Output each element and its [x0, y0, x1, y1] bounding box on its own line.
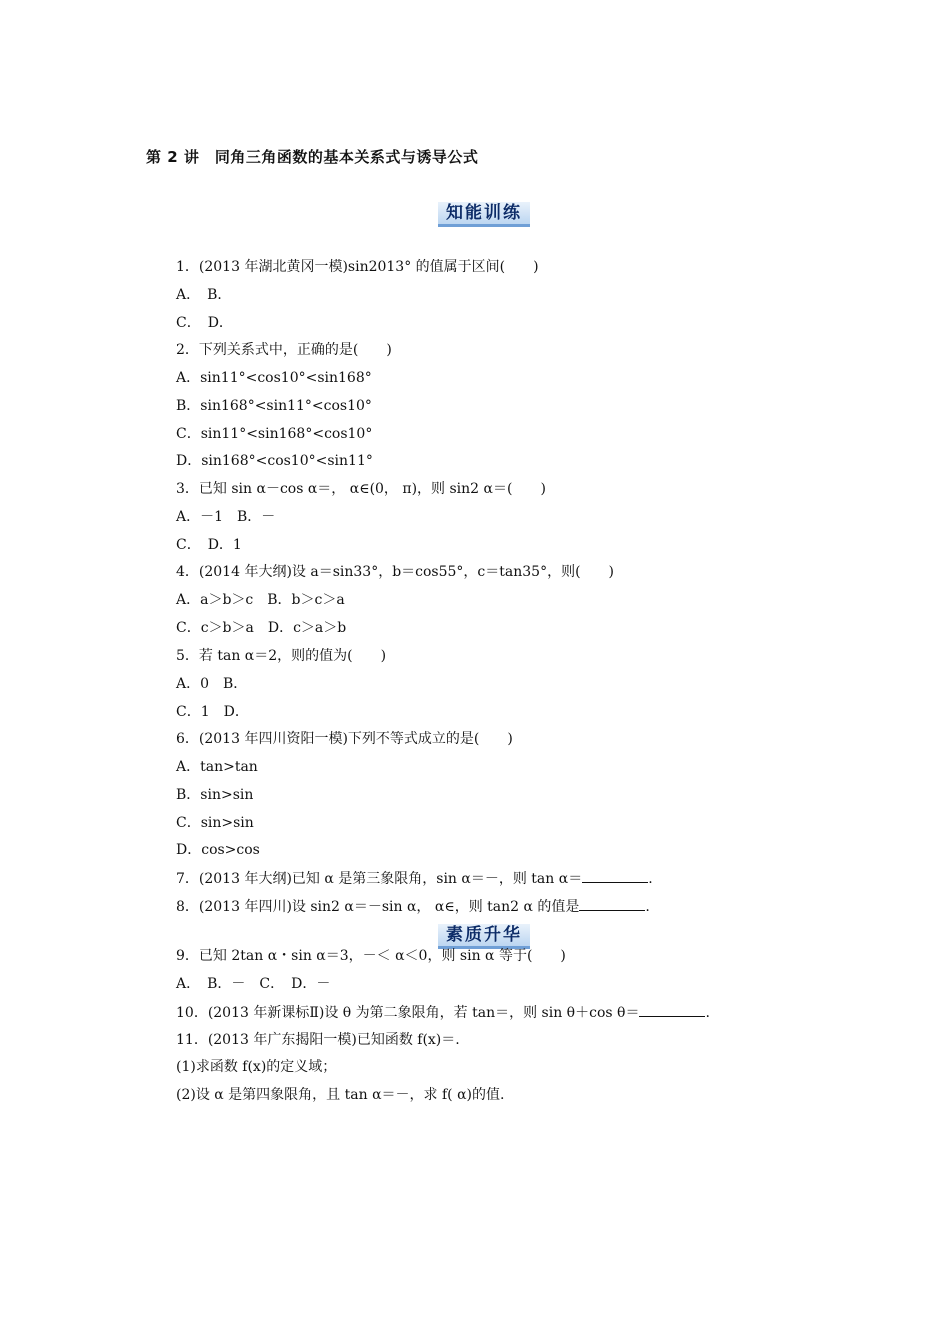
q1-options-ab: A． B．: [176, 287, 232, 303]
q1-options-cd: C． D．: [176, 315, 233, 331]
q5-options-ab: A．0 B．: [176, 676, 248, 692]
question-9: 9．已知 2tan α・sin α＝3，－＜ α＜0，则 sin α 等于( ): [176, 948, 566, 964]
q4-options-cd: C．c＞b＞a D．c＞a＞b: [176, 620, 347, 636]
section-badge-training: 知能训练: [438, 202, 530, 227]
question-10-text: 10．(2013 年新课标Ⅱ)设 θ 为第二象限角，若 tan＝，则 sin θ＋cos θ＝: [176, 1005, 640, 1021]
q2-option-c: C．sin11°<sin168°<cos10°: [176, 426, 373, 442]
answer-blank: [582, 868, 648, 883]
question-1: 1．(2013 年湖北黄冈一模)sin2013° 的值属于区间( ): [176, 259, 539, 275]
question-11: 11．(2013 年广东揭阳一模)已知函数 f(x)＝.: [176, 1032, 460, 1048]
question-10: [176, 1002, 710, 1023]
q6-option-c: C．sin>sin: [176, 815, 254, 831]
q9-options: A． B．－ C． D．－: [176, 976, 331, 992]
question-4: 4．(2014 年大纲)设 a＝sin33°，b＝cos55°，c＝tan35°，则( ): [176, 564, 614, 580]
q2-option-a: A．sin11°<cos10°<sin168°: [176, 370, 372, 386]
q3-options-ab: A．－1 B．－: [176, 509, 276, 525]
period: .: [645, 899, 650, 915]
q2-option-b: B．sin168°<sin11°<cos10°: [176, 398, 372, 414]
page-title: 第 2 讲 同角三角函数的基本关系式与诱导公式: [146, 148, 479, 166]
question-2: 2．下列关系式中，正确的是( ): [176, 342, 392, 358]
q11-part-2: (2)设 α 是第四象限角，且 tan α＝－，求 f( α)的值.: [176, 1087, 505, 1103]
period: .: [648, 871, 653, 887]
question-7-text: 7．(2013 年大纲)已知 α 是第三象限角，sin α＝－，则 tan α＝: [176, 871, 583, 887]
question-5: 5．若 tan α＝2，则的值为( ): [176, 648, 387, 664]
q3-options-cd: C． D．1: [176, 537, 242, 553]
section-badge-advanced: 素质升华: [438, 924, 530, 949]
q6-option-a: A．tan>tan: [176, 759, 258, 775]
answer-blank: [639, 1002, 705, 1017]
q5-options-cd: C．1 D．: [176, 704, 249, 720]
question-6: 6．(2013 年四川资阳一模)下列不等式成立的是( ): [176, 731, 513, 747]
question-3: 3．已知 sin α－cos α＝， α∈(0， π)，则 sin2 α＝( ): [176, 481, 546, 497]
question-8: [176, 896, 650, 917]
q2-option-d: D．sin168°<cos10°<sin11°: [176, 453, 373, 469]
q4-options-ab: A．a＞b＞c B．b＞c＞a: [176, 592, 345, 608]
q6-option-d: D．cos>cos: [176, 842, 260, 858]
question-8-text: 8．(2013 年四川)设 sin2 α＝－sin α， α∈，则 tan2 α 的值是: [176, 899, 580, 915]
answer-blank: [579, 896, 645, 911]
q6-option-b: B．sin>sin: [176, 787, 254, 803]
q11-part-1: (1)求函数 f(x)的定义域；: [176, 1059, 337, 1075]
question-7: [176, 868, 653, 889]
period: .: [705, 1005, 710, 1021]
